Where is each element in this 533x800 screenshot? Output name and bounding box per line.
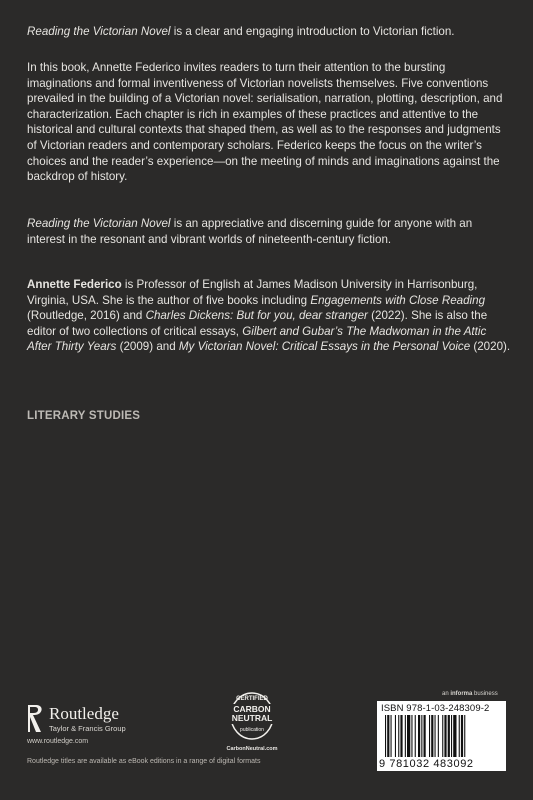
barcode-bar <box>405 715 406 757</box>
closing-text: is an appreciative and discerning guide for anyone with an interest in the resonant and vibrant worlds of nineteenth-century fiction. <box>27 217 473 246</box>
publisher-name: Routledge <box>49 704 119 723</box>
barcode-bar <box>387 715 389 757</box>
carbon-neutral-logo <box>212 690 292 752</box>
barcode-bar <box>464 715 465 757</box>
barcode-bar <box>415 715 416 757</box>
barcode-bar <box>451 715 452 757</box>
publisher-group: Taylor & Francis Group <box>49 724 126 733</box>
neutral-text: NEUTRAL <box>231 713 273 723</box>
author-name: Annette Federico <box>27 278 122 291</box>
subject-category: LITERARY STUDIES <box>27 410 141 422</box>
book-1: Engagements with Close Reading <box>310 293 486 307</box>
informa-brand: informa <box>450 691 473 697</box>
barcode-bar <box>398 715 399 757</box>
barcode-bar <box>385 715 386 757</box>
isbn-barcode <box>377 701 506 771</box>
barcode-bar <box>448 715 450 757</box>
publisher-url: www.routledge.com <box>27 738 89 745</box>
barcode-bar <box>424 715 426 757</box>
barcode-bar <box>418 715 420 757</box>
book-3: Gilbert and Gubar’s The Madwoman in the Attic After Thirty Years <box>27 324 487 354</box>
carbon-neutral-icon <box>212 690 292 746</box>
carbon-text: CARBON <box>233 704 271 714</box>
barcode-bar <box>391 715 392 757</box>
book-title: Reading the Victorian Novel <box>27 217 171 230</box>
barcode-bar <box>442 715 443 757</box>
barcode-bar <box>407 715 410 757</box>
barcode-bar <box>431 715 433 757</box>
informa-prefix: an <box>442 691 451 697</box>
barcode-bar <box>459 715 460 757</box>
informa-business <box>442 691 498 697</box>
bio-text: is Professor of English at James Madison University in Harrisonburg, Virginia, USA. She is the author of five books including <box>27 278 478 307</box>
certified-text: CERTIFIED <box>236 696 268 702</box>
barcode-bar <box>411 715 412 757</box>
isbn-digits: 9 781032 483092 <box>379 758 474 770</box>
intro-paragraph <box>27 24 513 40</box>
informa-suffix: business <box>472 691 498 697</box>
bio-text: (2020). <box>470 340 511 354</box>
routledge-r-icon <box>27 704 45 734</box>
book-2: Charles Dickens: But for you, dear stranger <box>145 309 368 323</box>
bio-text: (Routledge, 2016) and <box>27 309 146 323</box>
publication-text: publication <box>240 727 264 733</box>
carbon-url: CarbonNeutral.com <box>226 746 278 752</box>
closing-paragraph <box>27 216 513 247</box>
barcode-bar <box>429 715 430 757</box>
barcode-bar <box>453 715 456 757</box>
routledge-logo <box>27 704 137 746</box>
barcode-bar <box>438 715 439 757</box>
author-bio <box>27 277 513 355</box>
summary-paragraph: In this book, Annette Federico invites readers to turn their attention to the bursting imaginations and formal inventiveness of Victorian novelists themselves. Five conventions prevailed in the building of a Victorian novel: serialisation, narration, plotting, description, and characterization. Each chapter is rich in examples of these practices and attentive to the historical and cultural contexts that shaped them, as well as to the responses and judgments of Victorian readers and contemporary scholars. Federico keeps the focus on the writer’s choices and the reader’s experience—on the meeting of minds and imaginations against the backdrop of history. <box>27 61 503 184</box>
intro-text: is a clear and engaging introduction to Victorian fiction. <box>170 25 455 38</box>
bio-text: (2022). She is also the editor of two collections of critical essays, <box>27 309 488 338</box>
isbn-label: ISBN 978-1-03-248309-2 <box>381 703 490 714</box>
book-title: Reading the Victorian Novel <box>27 25 171 38</box>
barcode-bar <box>461 715 463 757</box>
bio-text: (2009) and <box>116 340 179 354</box>
ebook-note: Routledge titles are available as eBook editions in a range of digital formats <box>27 758 261 765</box>
barcode-bar <box>435 715 436 757</box>
barcode-bar <box>400 715 402 757</box>
barcode-bar <box>421 715 422 757</box>
barcode-bar <box>444 715 446 757</box>
book-4: My Victorian Novel: Critical Essays in the Personal Voice <box>178 340 471 354</box>
barcode-bar <box>395 715 396 757</box>
